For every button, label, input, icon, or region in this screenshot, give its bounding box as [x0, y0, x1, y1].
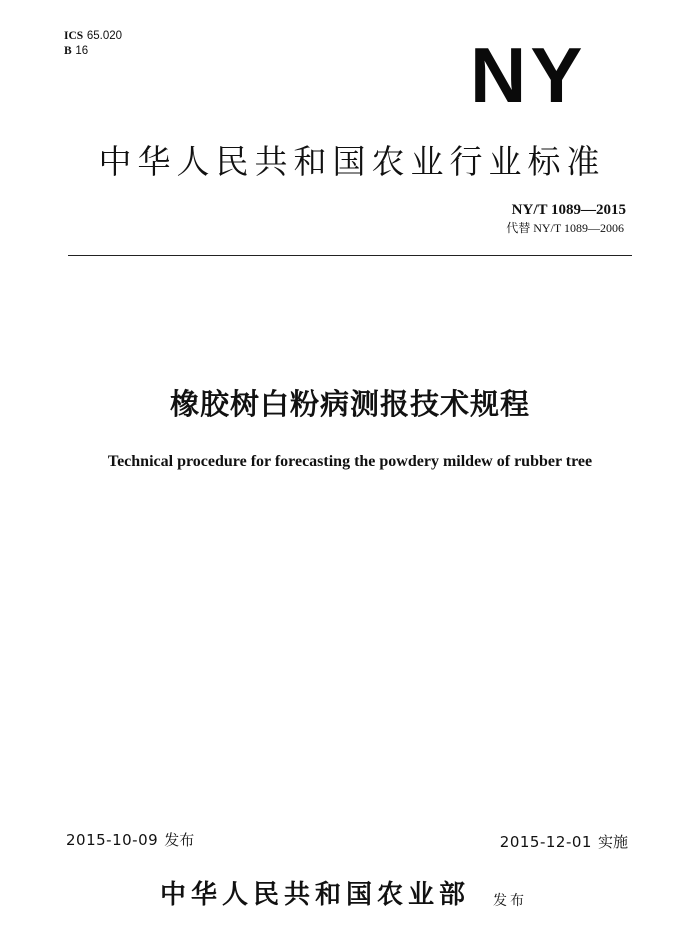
implement-label: 实施 — [597, 833, 628, 851]
classification-codes — [64, 28, 122, 58]
class-line — [64, 43, 122, 58]
class-code: 16 — [75, 45, 89, 57]
document-english-title: Technical procedure for forecasting the powdery mildew of rubber tree — [107, 453, 593, 470]
class-label: B — [64, 45, 72, 57]
header-divider — [68, 255, 632, 256]
issuing-authority: 中华人民共和国农业部 — [160, 880, 471, 910]
issuer-publish-label: 发布 — [493, 893, 527, 909]
document-title: 橡胶树白粉病测报技术规程 — [169, 387, 530, 421]
standard-category: 中华人民共和国农业行业标准 — [98, 142, 606, 181]
ics-label: ICS — [64, 30, 84, 42]
ics-line — [64, 28, 122, 43]
ny-logo: NY — [470, 31, 587, 119]
publish-date-line — [66, 830, 194, 850]
publish-label: 发布 — [164, 831, 195, 849]
implement-date-line — [500, 832, 628, 852]
replaces-standard: 代替 NY/T 1089—2006 — [506, 221, 624, 235]
publish-date: 2015-10-09 — [66, 831, 159, 849]
implement-date: 2015-12-01 — [499, 833, 592, 851]
ics-code: 65.020 — [86, 30, 123, 42]
standard-number: NY/T 1089—2015 — [511, 202, 626, 218]
